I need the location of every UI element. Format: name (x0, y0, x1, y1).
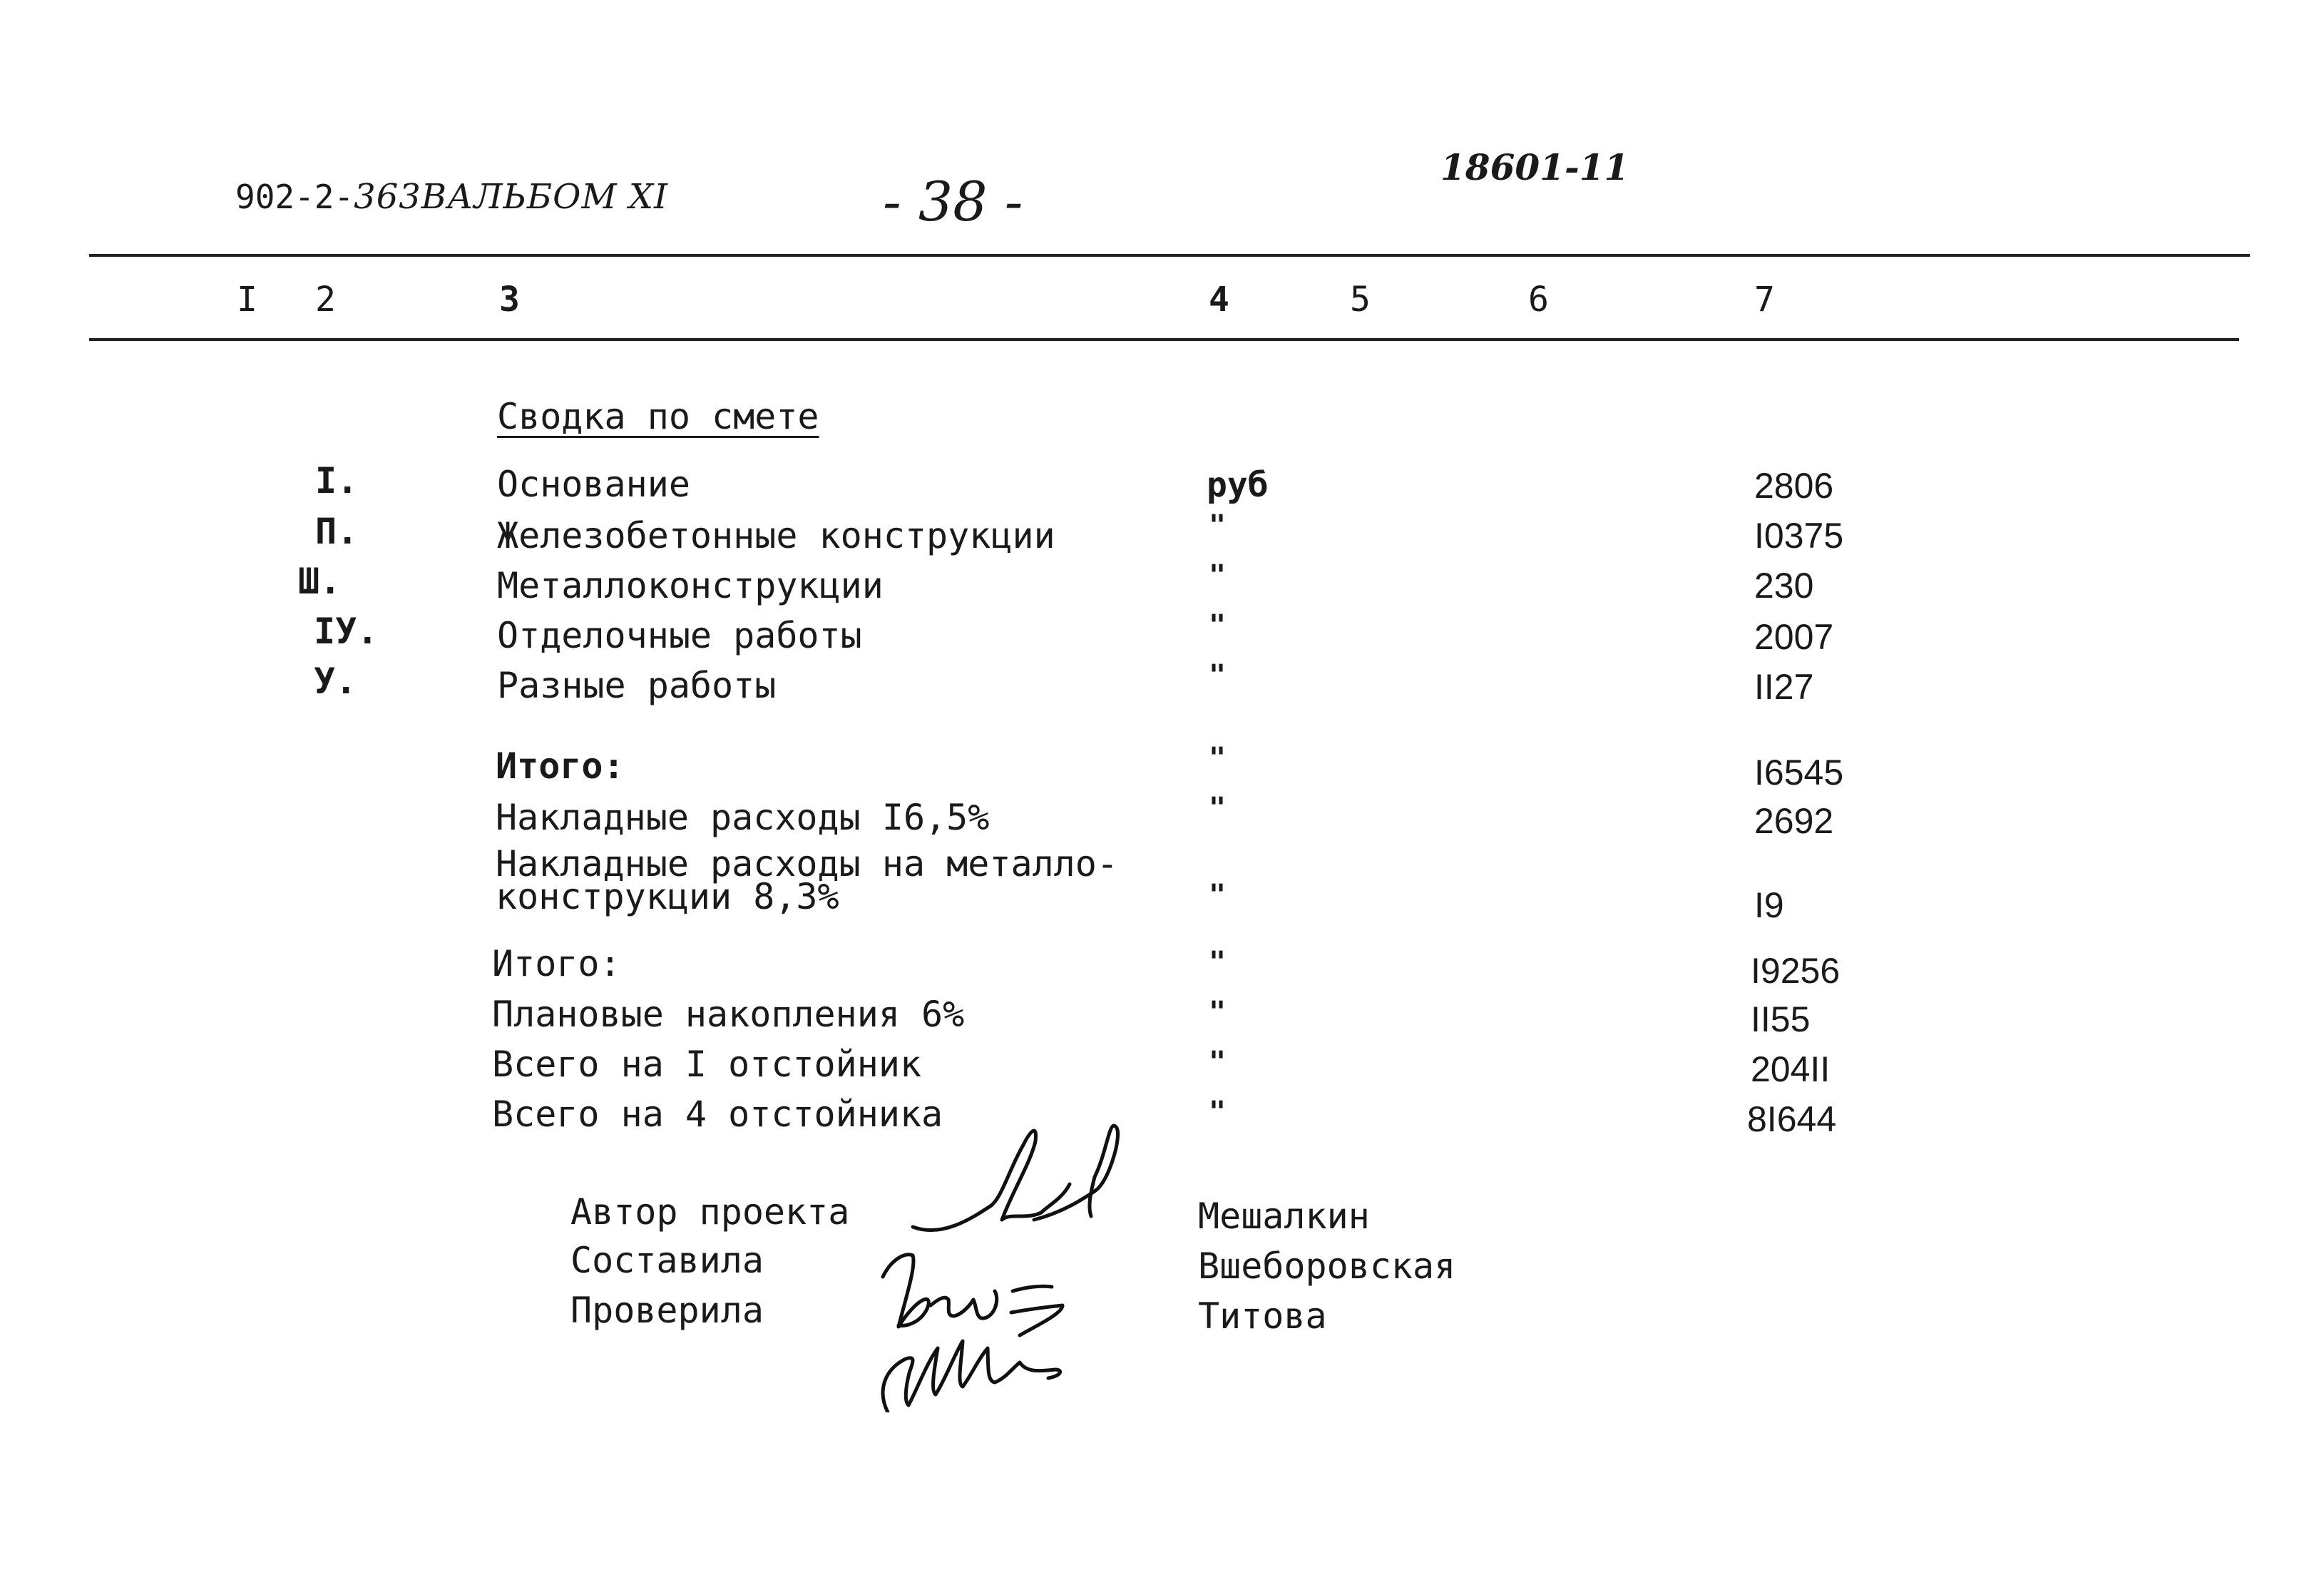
page-number: - 38 - (883, 170, 1023, 233)
section-value: 230 (1754, 566, 1814, 606)
section-value: 2806 (1754, 466, 1834, 506)
total-label: Итого: (492, 943, 621, 984)
column-header-7: 7 (1754, 280, 1775, 320)
doc-code-handwritten: 363ВАЛЬБОМ XI (354, 177, 668, 217)
section-number: Ш. (298, 561, 342, 602)
section-value: 2007 (1754, 617, 1834, 657)
total-label: Накладные расходы на металло- (496, 843, 1118, 885)
section-label: Разные работы (497, 665, 777, 706)
total-label: Итого: (496, 745, 625, 787)
total-value: I9256 (1751, 951, 1841, 991)
total-label-continuation: конструкции 8,3% (496, 876, 839, 917)
ditto-mark: " (1209, 1046, 1227, 1079)
section-label: Металлоконструкции (497, 565, 884, 606)
total-value: II55 (1751, 999, 1811, 1039)
total-label: Накладные расходы I6,5% (496, 797, 990, 838)
ditto-mark: " (1209, 996, 1227, 1029)
ditto-mark: " (1209, 792, 1227, 825)
doc-code (235, 177, 668, 217)
ditto-mark: " (1209, 509, 1227, 542)
section-unit: руб (1207, 465, 1269, 505)
section-number: П. (315, 511, 359, 552)
ditto-mark: " (1209, 1096, 1227, 1128)
column-header-6: 6 (1528, 280, 1549, 320)
inventory-number: 18601-11 (1440, 146, 1629, 188)
total-value: I6545 (1754, 753, 1844, 792)
handwritten-signatures (849, 1113, 1177, 1412)
total-value: 204II (1751, 1049, 1831, 1089)
doc-code-printed: 902-2- (235, 178, 354, 216)
total-label: Плановые накопления 6% (492, 994, 965, 1035)
signature-role: Автор проекта (570, 1191, 850, 1233)
ditto-mark: " (1209, 609, 1227, 642)
signature-compiler (883, 1255, 1063, 1335)
column-header-1: I (237, 280, 257, 320)
column-header-2: 2 (315, 280, 336, 320)
signature-name: Титова (1198, 1295, 1327, 1337)
signature-role: Проверила (570, 1290, 764, 1331)
total-value: 8I644 (1747, 1099, 1837, 1139)
ditto-mark: " (1209, 559, 1227, 592)
total-value: I9 (1754, 885, 1784, 925)
ditto-mark: " (1209, 946, 1227, 979)
signature-checker (883, 1341, 1060, 1412)
column-header-3: 3 (499, 280, 520, 320)
section-number: IУ. (314, 611, 379, 652)
column-header-4: 4 (1209, 280, 1229, 320)
table-header-rule (89, 338, 2239, 341)
total-label: Всего на I отстойник (492, 1044, 922, 1085)
signature-author (913, 1126, 1118, 1230)
section-value: I0375 (1754, 516, 1844, 556)
table-top-rule (89, 254, 2250, 257)
section-label: Основание (497, 464, 690, 505)
signature-name: Мешалкин (1198, 1196, 1370, 1237)
signature-name: Вшеборовская (1198, 1245, 1456, 1287)
section-number: У. (314, 661, 357, 702)
ditto-mark: " (1209, 879, 1227, 912)
total-label: Всего на 4 отстойника (492, 1094, 943, 1135)
column-header-5: 5 (1350, 280, 1371, 320)
section-label: Железобетонные конструкции (497, 515, 1055, 556)
section-value: II27 (1754, 667, 1814, 707)
section-label: Отделочные работы (497, 615, 862, 656)
ditto-mark: " (1209, 659, 1227, 692)
signature-role: Составила (570, 1240, 764, 1281)
section-number: I. (315, 460, 359, 501)
summary-title: Сводка по смете (497, 396, 819, 437)
ditto-mark: " (1209, 742, 1227, 775)
total-value: 2692 (1754, 801, 1834, 841)
